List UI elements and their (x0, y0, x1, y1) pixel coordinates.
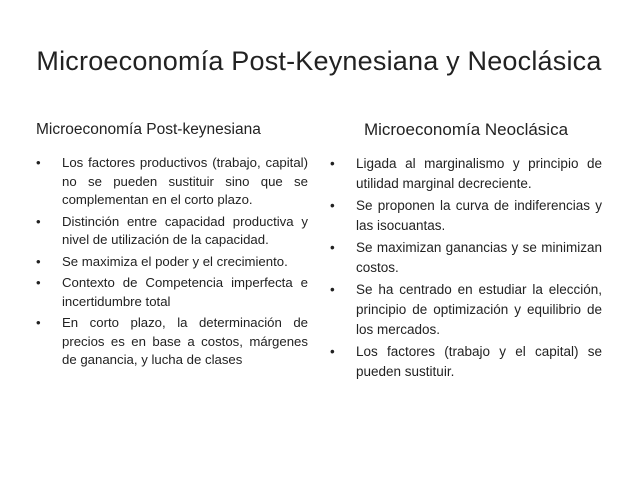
list-item (330, 342, 602, 382)
bullet-icon: • (36, 315, 41, 330)
bullet-text: Se maximiza el poder y el crecimiento. (62, 253, 288, 269)
bullet-icon: • (36, 213, 41, 229)
bullet-text: Se ha centrado en estudiar la elección, principio de optimización y equilibrio de los mercados. (356, 282, 602, 337)
right-bullet-list (330, 154, 602, 384)
bullet-text: Distinción entre capacidad productiva y nivel de utilización de la capacidad. (62, 213, 308, 247)
list-item (36, 274, 308, 311)
bullet-icon: • (330, 282, 335, 297)
slide-title: Microeconomía Post-Keynesiana y Neoclásica (36, 46, 602, 76)
list-item (330, 154, 602, 194)
right-column-heading: Microeconomía Neoclásica (363, 120, 569, 139)
bullet-icon: • (330, 344, 335, 359)
list-item (36, 314, 308, 370)
list-item (330, 238, 602, 278)
bullet-text: Ligada al marginalismo y principio de utilidad marginal decreciente. (356, 156, 602, 191)
list-item (36, 154, 308, 210)
bullet-text: Se maximizan ganancias y se minimizan costos. (356, 240, 602, 275)
bullet-icon: • (330, 240, 335, 255)
bullet-text: En corto plazo, la determinación de precios es en base a costos, márgenes de ganancia, y lucha de clases (62, 315, 308, 367)
bullet-icon: • (36, 275, 41, 290)
bullet-text: Los factores (trabajo y el capital) se pueden sustituir. (356, 344, 602, 379)
bullet-text: Contexto de Competencia imperfecta e incertidumbre total (62, 275, 308, 309)
list-item (330, 280, 602, 340)
list-item (330, 196, 602, 236)
bullet-icon: • (36, 155, 41, 170)
bullet-icon: • (330, 198, 335, 213)
bullet-icon: • (330, 156, 335, 171)
bullet-icon: • (36, 253, 41, 269)
left-bullet-list (36, 154, 308, 373)
left-column-heading: Microeconomía Post-keynesiana (36, 121, 261, 138)
list-item (36, 253, 308, 272)
list-item (36, 213, 308, 250)
bullet-text: Los factores productivos (trabajo, capital) no se pueden sustituir sino que se complementan en el corto plazo. (62, 155, 308, 207)
bullet-text: Se proponen la curva de indiferencias y las isocuantas. (356, 198, 602, 233)
